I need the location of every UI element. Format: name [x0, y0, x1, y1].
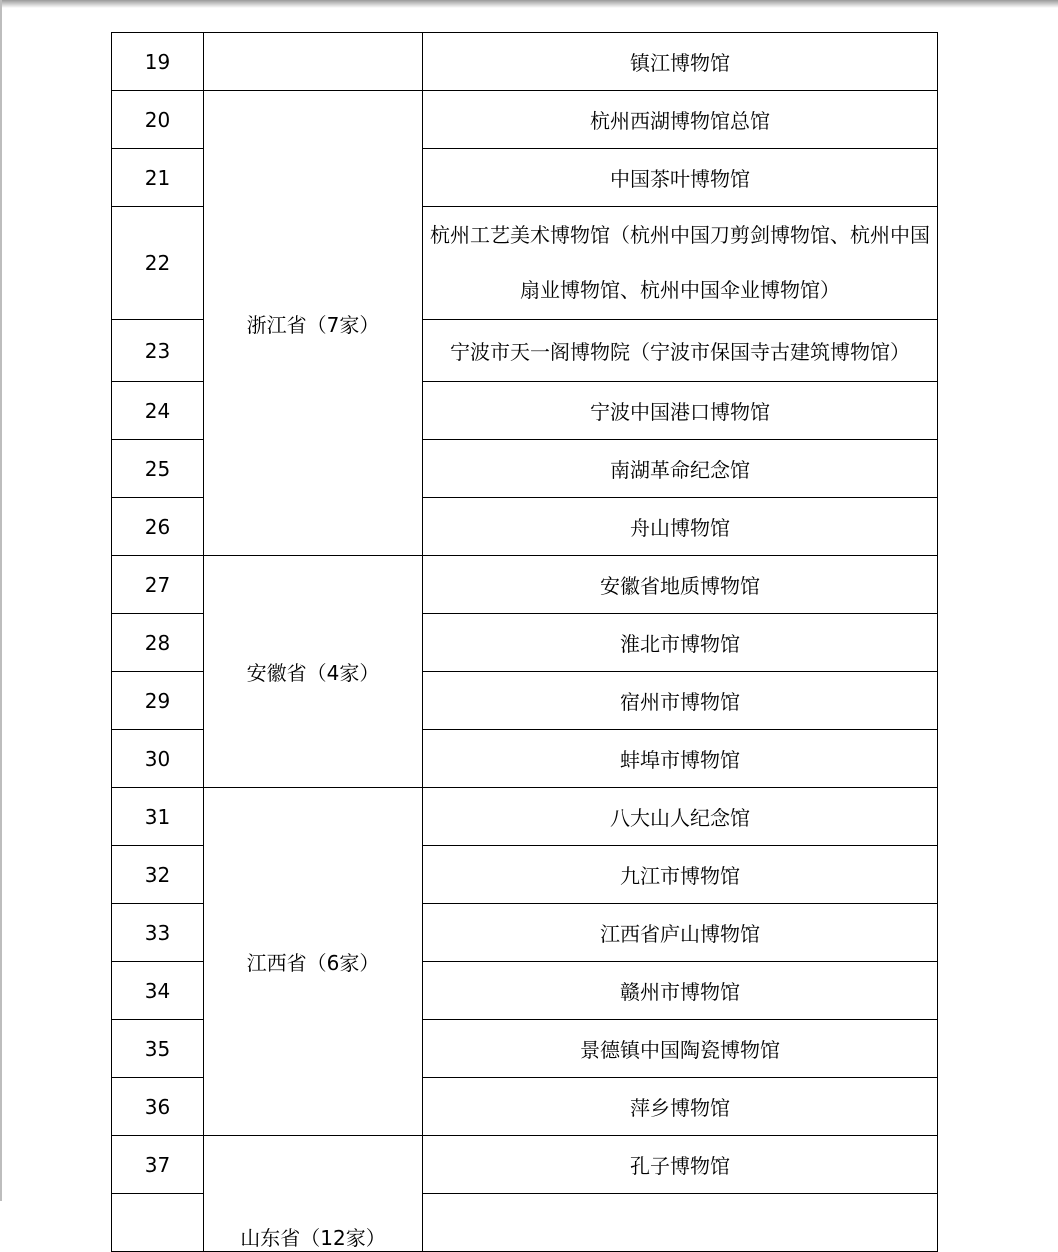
- museum-name: 萍乡博物馆: [423, 1078, 938, 1136]
- row-number: 21: [112, 149, 204, 207]
- museum-table: [111, 32, 938, 1252]
- province-cell: 山东省（12家）: [204, 1136, 423, 1252]
- row-number: 25: [112, 440, 204, 498]
- row-number: 37: [112, 1136, 204, 1194]
- museum-name: 宁波市天一阁博物院（宁波市保国寺古建筑博物馆）: [423, 320, 938, 382]
- row-number: 35: [112, 1020, 204, 1078]
- row-number: 31: [112, 788, 204, 846]
- museum-name: 孔子博物馆: [423, 1136, 938, 1194]
- row-number: 22: [112, 207, 204, 320]
- museum-name: 蚌埠市博物馆: [423, 730, 938, 788]
- table-row: [112, 556, 938, 614]
- page-left-edge: [0, 0, 2, 1201]
- province-cell: 浙江省（7家）: [204, 91, 423, 556]
- row-number: 20: [112, 91, 204, 149]
- row-number: 30: [112, 730, 204, 788]
- museum-name: 赣州市博物馆: [423, 962, 938, 1020]
- row-number: 34: [112, 962, 204, 1020]
- table-row: [112, 1136, 938, 1194]
- museum-name: 宁波中国港口博物馆: [423, 382, 938, 440]
- museum-name: 杭州西湖博物馆总馆: [423, 91, 938, 149]
- row-number: 36: [112, 1078, 204, 1136]
- table-row: [112, 91, 938, 149]
- row-number: 28: [112, 614, 204, 672]
- museum-name: 舟山博物馆: [423, 498, 938, 556]
- museum-name: 安徽省地质博物馆: [423, 556, 938, 614]
- row-number: 24: [112, 382, 204, 440]
- museum-name: 景德镇中国陶瓷博物馆: [423, 1020, 938, 1078]
- row-number-empty: [112, 1194, 204, 1252]
- museum-name: 淮北市博物馆: [423, 614, 938, 672]
- row-number: 33: [112, 904, 204, 962]
- province-cell-empty: [204, 33, 423, 91]
- page-top-shadow: [0, 0, 1058, 8]
- museum-name-empty: [423, 1194, 938, 1252]
- museum-name: 杭州工艺美术博物馆（杭州中国刀剪剑博物馆、杭州中国扇业博物馆、杭州中国伞业博物馆）: [423, 207, 938, 320]
- province-cell: 安徽省（4家）: [204, 556, 423, 788]
- museum-name: 中国茶叶博物馆: [423, 149, 938, 207]
- museum-name: 宿州市博物馆: [423, 672, 938, 730]
- museum-name: 镇江博物馆: [423, 33, 938, 91]
- museum-name: 江西省庐山博物馆: [423, 904, 938, 962]
- row-number: 32: [112, 846, 204, 904]
- province-cell: 江西省（6家）: [204, 788, 423, 1136]
- row-number: 19: [112, 33, 204, 91]
- museum-name: 八大山人纪念馆: [423, 788, 938, 846]
- row-number: 23: [112, 320, 204, 382]
- table-row: [112, 788, 938, 846]
- row-number: 26: [112, 498, 204, 556]
- museum-name: 九江市博物馆: [423, 846, 938, 904]
- museum-name: 南湖革命纪念馆: [423, 440, 938, 498]
- row-number: 29: [112, 672, 204, 730]
- table-row: [112, 33, 938, 91]
- row-number: 27: [112, 556, 204, 614]
